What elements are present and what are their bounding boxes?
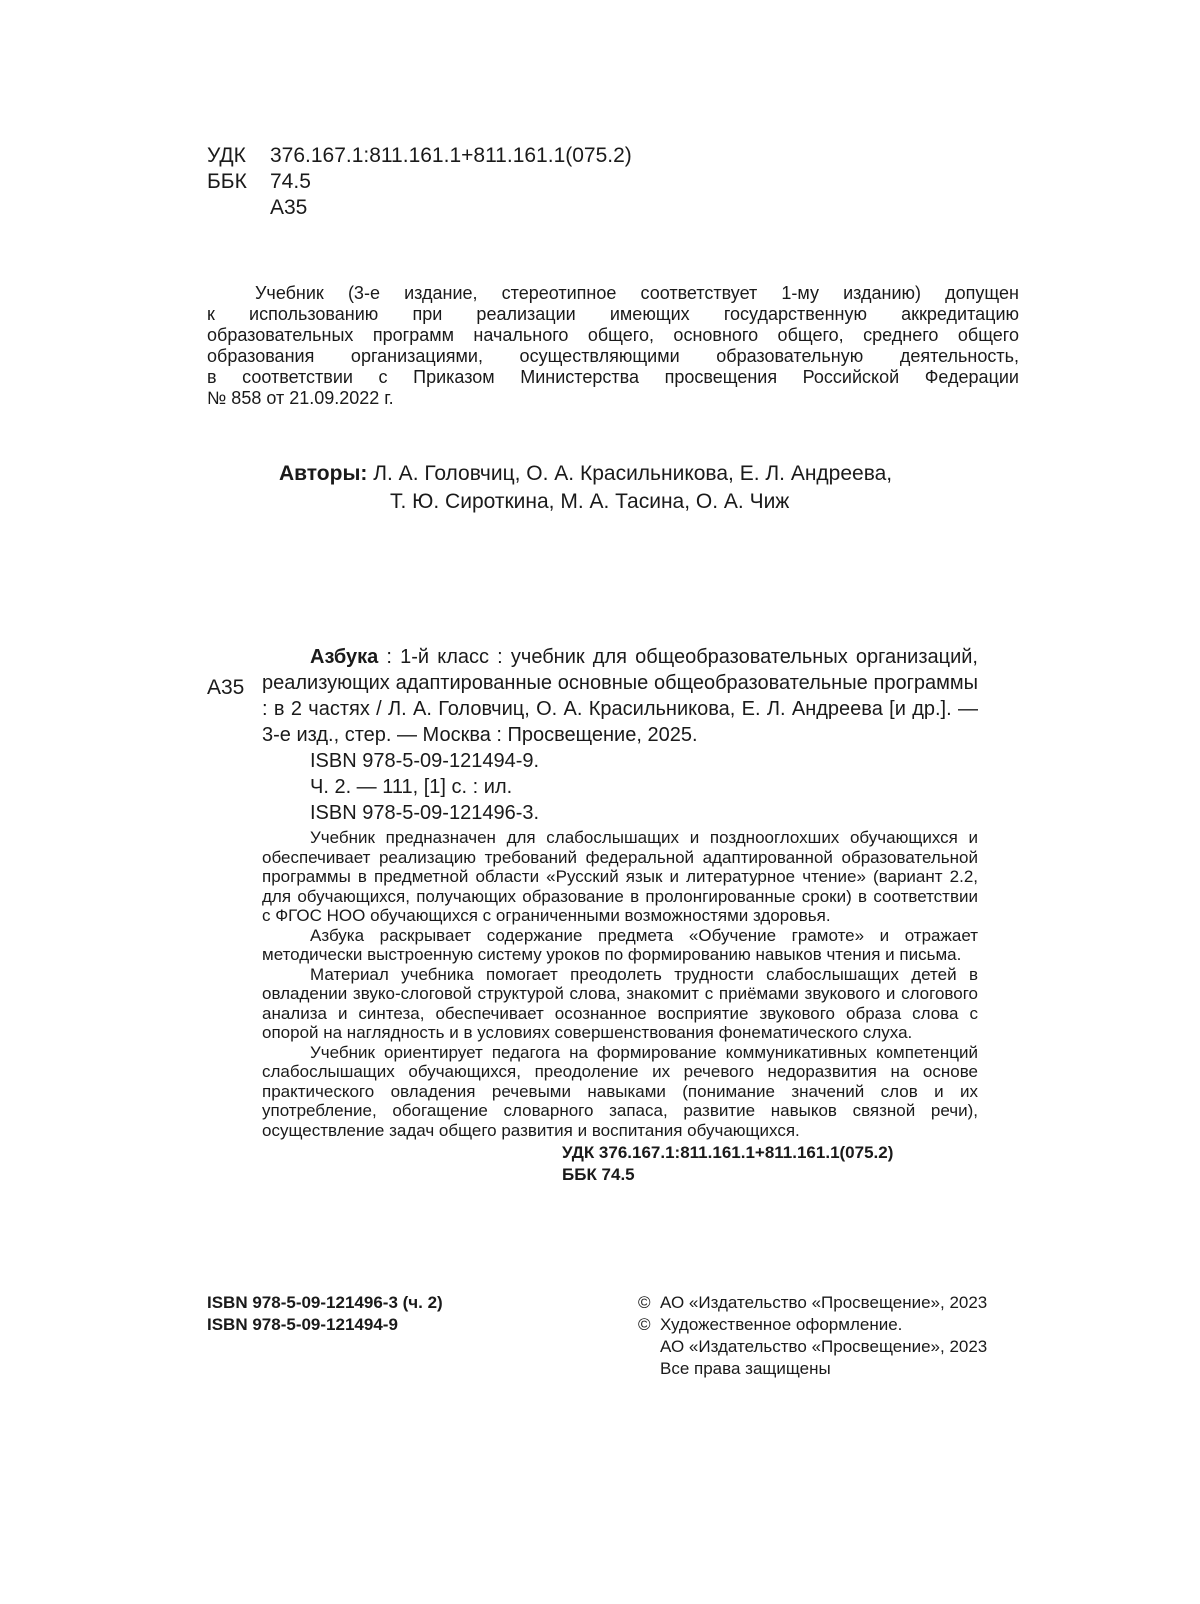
approval-notice — [207, 283, 1019, 409]
authors-label: Авторы: — [279, 462, 368, 485]
card-udk: УДК 376.167.1:811.161.1+811.161.1(075.2) — [562, 1143, 894, 1162]
copyright-icon: © — [638, 1315, 651, 1334]
approval-line: в соответствии с Приказом Министерства просвещения Российской Федерации — [207, 367, 1019, 387]
annotation-paragraph: Учебник ориентирует педагога на формирование коммуникативных компетенций слабослышащих обучающихся, преодоление их речевого недоразвития на основе практического овладения речевыми навыками (понимание значений слов и их употребление, обогащение словарного запаса, развитие навыков связной речи), осуществление задач общего развития и воспитания обучающихся. — [262, 1042, 978, 1140]
card-bbk: ББК 74.5 — [562, 1165, 635, 1184]
approval-line: образовательных программ начального общего, основного общего, среднего общего — [207, 325, 1019, 345]
book-title: Азбука — [310, 646, 379, 668]
copyright-line-3: АО «Издательство «Просвещение», 2023 — [660, 1337, 988, 1356]
annotation-paragraph: Материал учебника помогает преодолеть трудности слабослышащих детей в овладении звуко-слоговой структурой слова, знакомит с приёмами звукового и слогового анализа и синтеза, обеспечивает осознанное восприятие звукового образа слова с опорой на наглядность и в условиях совершенствования фонематического слуха. — [262, 964, 978, 1042]
copyright-line-2: Художественное оформление. — [660, 1315, 903, 1334]
udk-label: УДК — [207, 144, 246, 167]
annotation-paragraph: Учебник предназначен для слабослышащих и позднооглохших обучающихся и обеспечивает реализацию требований федеральной адаптированной образовательной программы в предметной области «Русский язык и литературное чтение» (вариант 2.2, для обучающихся, получающих образование в пролонгированные сроки) в соответствии с ФГОС НОО обучающихся с ограниченными возможностями здоровья. — [262, 828, 978, 925]
annotation-paragraph: Азбука раскрывает содержание предмета «Обучение грамоте» и отражает методически выстроенную систему уроков по формированию навыков чтения и письма. — [262, 925, 978, 964]
part-info: Ч. 2. — 111, [1] с. : ил. — [310, 776, 513, 798]
card-author-mark: А35 — [207, 676, 245, 699]
authors-names-2: Т. Ю. Сироткина, М. А. Тасина, О. А. Чиж — [390, 490, 790, 513]
copyright-line-1: АО «Издательство «Просвещение», 2023 — [660, 1293, 988, 1312]
bibliographic-description — [262, 644, 978, 748]
annotation — [262, 828, 978, 1140]
author-mark-row — [207, 195, 307, 221]
bbk-row — [207, 169, 311, 195]
copyright-line-4: Все права защищены — [660, 1359, 831, 1378]
isbn-set: ISBN 978-5-09-121494-9. — [310, 750, 540, 772]
bbk-value: 74.5 — [270, 170, 311, 193]
authors-names-1: Л. А. Головчиц, О. А. Красильникова, Е. Л. Андреева, — [373, 462, 893, 485]
approval-line: образования организациями, осуществляющими образовательную деятельность, — [207, 346, 1019, 366]
copyright-block — [638, 1292, 987, 1380]
isbn-line-2: ISBN 978-5-09-121494-9 — [207, 1315, 398, 1334]
author-mark: А35 — [270, 196, 308, 219]
catalog-card — [262, 644, 978, 1186]
udk-value: 376.167.1:811.161.1+811.161.1(075.2) — [270, 144, 632, 167]
authors-line-2 — [390, 488, 789, 516]
copyright-icon: © — [638, 1293, 651, 1312]
isbn-block — [207, 1292, 443, 1336]
approval-line: к использованию при реализации имеющих государственную аккредитацию — [207, 304, 1019, 324]
approval-line: Учебник (3-е издание, стереотипное соответствует 1-му изданию) допущен — [255, 283, 1019, 303]
card-codes — [262, 1142, 978, 1186]
udk-row — [207, 143, 632, 169]
approval-line: № 858 от 21.09.2022 г. — [207, 388, 394, 408]
bbk-label: ББК — [207, 170, 247, 193]
isbn-part: ISBN 978-5-09-121496-3. — [310, 802, 540, 824]
book-details: : 1-й класс : учебник для общеобразовательных организаций, реализующих адаптированные основные общеобразовательные программы : в 2 частях / Л. А. Головчиц, О. А. Красильникова, Е. Л. Андреева [и др.]. — 3-е изд., стер. — Москва : Просвещение, 2025. — [262, 646, 978, 746]
isbn-line-1: ISBN 978-5-09-121496-3 (ч. 2) — [207, 1293, 443, 1312]
authors-line-1 — [279, 460, 892, 488]
